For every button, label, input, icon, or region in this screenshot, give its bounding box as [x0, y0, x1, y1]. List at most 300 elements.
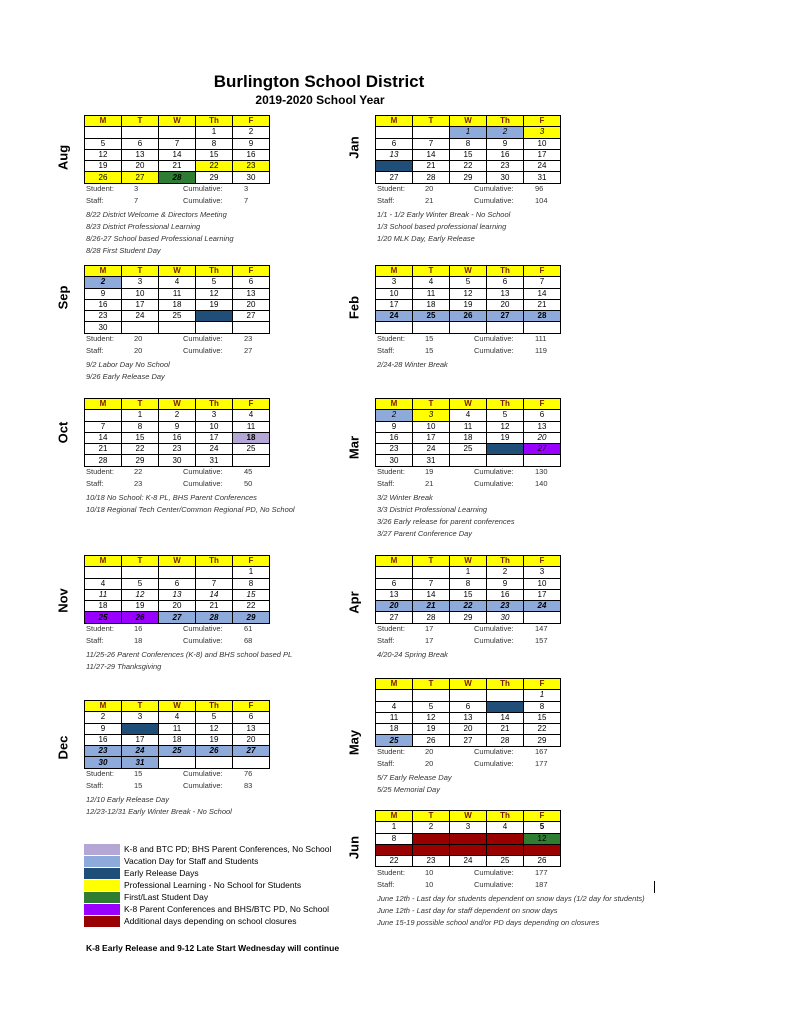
day-cell: 31	[413, 455, 450, 466]
day-cell: 24	[122, 746, 159, 757]
day-cell: 23	[85, 746, 122, 757]
day-cell: 27	[376, 172, 413, 183]
day-cell: 10	[524, 578, 561, 589]
month-grid-dec	[84, 700, 270, 769]
day-cell: 2	[376, 410, 413, 421]
day-cell: 18	[376, 724, 413, 735]
day-cell: 17	[524, 589, 561, 600]
day-cell: 10	[122, 723, 159, 734]
day-header: M	[376, 116, 413, 127]
staff-cumulative: 157	[535, 636, 548, 645]
day-cell: 19	[450, 299, 487, 310]
staff-cumulative: 177	[535, 759, 548, 768]
day-cell: 16	[85, 734, 122, 745]
month-note-jun: June 15-19 possible school and/or PD days depending on closures	[377, 918, 600, 927]
day-header: T	[122, 556, 159, 567]
day-header: Th	[196, 266, 233, 277]
day-header: Th	[196, 701, 233, 712]
staff-label: Staff:	[86, 196, 104, 205]
day-cell: 8	[450, 578, 487, 589]
student-label: Student:	[377, 624, 405, 633]
day-cell: 8	[122, 421, 159, 432]
day-header: F	[233, 399, 270, 410]
day-cell: 20	[376, 161, 413, 172]
day-cell: 3	[376, 277, 413, 288]
day-cell: 4	[376, 701, 413, 712]
day-header: Th	[487, 811, 524, 822]
day-header: T	[413, 556, 450, 567]
staff-label: Staff:	[86, 781, 104, 790]
day-cell: 5	[487, 410, 524, 421]
day-cell: 14	[524, 288, 561, 299]
month-note-aug: 8/28 First Student Day	[86, 246, 161, 255]
day-cell: 19	[196, 299, 233, 310]
legend-swatch	[84, 880, 120, 891]
day-cell	[487, 690, 524, 701]
student-label: Student:	[86, 624, 114, 633]
student-days: 3	[134, 184, 139, 193]
day-cell: 16	[376, 432, 413, 443]
day-cell	[159, 322, 196, 333]
day-cell: 22	[376, 856, 413, 867]
day-cell: 20	[487, 299, 524, 310]
day-cell	[376, 567, 413, 578]
day-cell: 9	[376, 421, 413, 432]
day-cell: 27	[233, 311, 270, 322]
day-cell: 11	[159, 723, 196, 734]
day-cell: 18	[487, 844, 524, 855]
cumulative-label: Cumulative:	[183, 479, 223, 488]
staff-label: Staff:	[86, 346, 104, 355]
day-cell: 3	[524, 127, 561, 138]
student-days: 19	[425, 467, 434, 476]
student-label: Student:	[377, 184, 405, 193]
day-cell: 4	[487, 822, 524, 833]
month-note-oct: 10/18 No School: K-8 PL, BHS Parent Conferences	[86, 493, 257, 502]
day-header: M	[85, 556, 122, 567]
day-cell: 28	[524, 311, 561, 322]
day-cell: 12	[122, 589, 159, 600]
day-cell: 21	[413, 601, 450, 612]
day-cell: 9	[233, 138, 270, 149]
day-cell: 10	[413, 421, 450, 432]
day-cell	[85, 127, 122, 138]
student-cumulative: 177	[535, 868, 548, 877]
day-cell: 25	[487, 856, 524, 867]
day-cell: 3	[122, 277, 159, 288]
cumulative-label: Cumulative:	[474, 759, 514, 768]
day-header: M	[376, 399, 413, 410]
day-cell	[413, 322, 450, 333]
month-note-jan: 1/20 MLK Day, Early Release	[377, 234, 475, 243]
day-cell: 24	[524, 601, 561, 612]
staff-cumulative: 140	[535, 479, 548, 488]
day-cell: 13	[524, 421, 561, 432]
cumulative-label: Cumulative:	[183, 334, 223, 343]
student-label: Student:	[86, 769, 114, 778]
day-header: F	[524, 266, 561, 277]
day-cell: 22	[196, 161, 233, 172]
day-cell: 21	[487, 724, 524, 735]
day-cell: 25	[376, 735, 413, 746]
month-note-jun: June 12th - Last day for staff dependent on snow days	[377, 906, 558, 915]
cumulative-label: Cumulative:	[474, 184, 514, 193]
day-cell: 13	[233, 288, 270, 299]
staff-days: 21	[425, 196, 434, 205]
month-note-jan: 1/1 - 1/2 Early Winter Break - No School	[377, 210, 511, 219]
month-grid-nov	[84, 555, 270, 624]
day-cell: 30	[487, 612, 524, 623]
legend-swatch	[84, 868, 120, 879]
cumulative-label: Cumulative:	[474, 624, 514, 633]
day-cell: 3	[196, 410, 233, 421]
day-cell: 26	[413, 735, 450, 746]
student-cumulative: 167	[535, 747, 548, 756]
month-grid-apr	[375, 555, 561, 624]
staff-days: 20	[134, 346, 143, 355]
month-grid-aug	[84, 115, 270, 184]
cumulative-label: Cumulative:	[474, 479, 514, 488]
legend-item	[84, 843, 331, 855]
legend-swatch	[84, 856, 120, 867]
legend-swatch	[84, 916, 120, 927]
day-header: F	[233, 701, 270, 712]
day-cell: 28	[196, 612, 233, 623]
student-label: Student:	[86, 467, 114, 476]
day-cell: 2	[487, 127, 524, 138]
day-cell: 26	[524, 856, 561, 867]
day-header: T	[413, 679, 450, 690]
day-cell	[376, 690, 413, 701]
student-label: Student:	[377, 747, 405, 756]
day-cell: 6	[524, 410, 561, 421]
day-cell: 26	[196, 746, 233, 757]
day-cell: 29	[196, 172, 233, 183]
day-cell: 26	[85, 172, 122, 183]
month-label-nov: Nov	[55, 588, 71, 613]
day-cell: 14	[413, 589, 450, 600]
day-cell: 31	[122, 757, 159, 768]
student-days: 20	[134, 334, 143, 343]
day-header: W	[159, 399, 196, 410]
day-cell: 30	[376, 455, 413, 466]
month-grid-oct	[84, 398, 270, 467]
day-cell: 12	[524, 833, 561, 844]
day-cell: 28	[159, 172, 196, 183]
day-cell: 28	[85, 455, 122, 466]
staff-cumulative: 104	[535, 196, 548, 205]
day-cell: 22	[233, 601, 270, 612]
day-cell: 4	[413, 277, 450, 288]
day-cell: 1	[376, 822, 413, 833]
cumulative-label: Cumulative:	[183, 769, 223, 778]
day-header: T	[122, 399, 159, 410]
day-cell: 8	[233, 578, 270, 589]
day-cell	[376, 127, 413, 138]
day-cell: 12	[413, 712, 450, 723]
day-cell: 16	[233, 149, 270, 160]
day-cell: 20	[376, 601, 413, 612]
day-cell: 8	[450, 138, 487, 149]
day-cell	[413, 127, 450, 138]
day-cell: 13	[487, 288, 524, 299]
day-cell: 28	[487, 735, 524, 746]
day-cell: 6	[233, 277, 270, 288]
day-cell: 2	[159, 410, 196, 421]
day-cell: 11	[159, 288, 196, 299]
day-cell: 21	[85, 444, 122, 455]
day-cell: 26	[196, 311, 233, 322]
student-cumulative: 130	[535, 467, 548, 476]
month-note-mar: 3/2 Winter Break	[377, 493, 433, 502]
day-cell: 19	[122, 601, 159, 612]
month-grid-sep	[84, 265, 270, 334]
legend-label: First/Last Student Day	[124, 892, 209, 902]
day-header: Th	[196, 116, 233, 127]
day-cell: 5	[450, 277, 487, 288]
day-cell: 20	[122, 161, 159, 172]
day-cell: 19	[196, 734, 233, 745]
staff-label: Staff:	[377, 636, 395, 645]
day-cell: 9	[413, 833, 450, 844]
district-title: Burlington School District	[213, 72, 425, 91]
month-label-jun: Jun	[346, 835, 362, 860]
day-header: Th	[487, 679, 524, 690]
day-cell: 9	[159, 421, 196, 432]
month-label-feb: Feb	[346, 295, 362, 320]
day-cell: 24	[450, 856, 487, 867]
day-cell: 31	[524, 172, 561, 183]
day-cell: 6	[376, 138, 413, 149]
day-cell: 13	[159, 589, 196, 600]
day-cell: 15	[196, 149, 233, 160]
day-cell: 23	[159, 444, 196, 455]
day-cell: 4	[233, 410, 270, 421]
day-cell: 27	[376, 612, 413, 623]
cumulative-label: Cumulative:	[183, 636, 223, 645]
day-cell: 30	[85, 757, 122, 768]
month-label-apr: Apr	[346, 591, 362, 614]
day-cell: 24	[196, 444, 233, 455]
staff-cumulative: 187	[535, 880, 548, 889]
month-note-apr: 4/20-24 Spring Break	[377, 650, 448, 659]
day-cell: 23	[85, 311, 122, 322]
day-header: W	[450, 556, 487, 567]
day-cell: 2	[487, 567, 524, 578]
day-cell: 19	[487, 432, 524, 443]
day-cell: 17	[376, 299, 413, 310]
day-cell: 27	[450, 735, 487, 746]
day-cell: 22	[524, 724, 561, 735]
month-note-dec: 12/23-12/31 Early Winter Break - No School	[86, 807, 232, 816]
day-header: T	[413, 116, 450, 127]
cumulative-label: Cumulative:	[474, 880, 514, 889]
day-header: W	[159, 116, 196, 127]
staff-label: Staff:	[86, 479, 104, 488]
legend-label: Early Release Days	[124, 868, 199, 878]
day-cell: 5	[524, 822, 561, 833]
day-cell: 9	[487, 578, 524, 589]
day-cell	[450, 690, 487, 701]
day-header: W	[450, 116, 487, 127]
day-cell	[413, 567, 450, 578]
day-cell: 8	[376, 833, 413, 844]
day-cell: 19	[413, 724, 450, 735]
student-cumulative: 111	[535, 334, 547, 343]
month-label-oct: Oct	[55, 421, 71, 444]
day-cell: 19	[85, 161, 122, 172]
day-cell: 26	[450, 311, 487, 322]
month-note-mar: 3/27 Parent Conference Day	[377, 529, 473, 538]
day-cell: 18	[159, 734, 196, 745]
day-cell	[233, 757, 270, 768]
month-note-nov: 11/25-26 Parent Conferences (K-8) and BHS school based PL	[86, 650, 293, 659]
day-header: F	[524, 116, 561, 127]
day-cell: 28	[413, 172, 450, 183]
student-cumulative: 147	[535, 624, 548, 633]
student-cumulative: 76	[244, 769, 253, 778]
student-days: 22	[134, 467, 143, 476]
cumulative-label: Cumulative:	[183, 624, 223, 633]
day-cell: 21	[159, 161, 196, 172]
day-cell: 14	[487, 712, 524, 723]
student-label: Student:	[86, 334, 114, 343]
day-cell: 29	[233, 612, 270, 623]
day-cell: 25	[450, 444, 487, 455]
day-cell: 9	[85, 723, 122, 734]
day-cell: 14	[196, 589, 233, 600]
text-cursor-mark	[654, 881, 655, 893]
legend-label: Vacation Day for Staff and Students	[124, 856, 259, 866]
day-cell: 30	[159, 455, 196, 466]
cumulative-label: Cumulative:	[183, 196, 223, 205]
day-header: F	[524, 811, 561, 822]
day-cell: 3	[122, 712, 159, 723]
day-cell: 15	[450, 589, 487, 600]
day-cell: 11	[487, 833, 524, 844]
day-cell: 20	[450, 724, 487, 735]
day-cell: 12	[450, 288, 487, 299]
day-cell: 17	[450, 844, 487, 855]
day-cell: 15	[376, 844, 413, 855]
day-cell	[85, 567, 122, 578]
day-cell: 24	[122, 311, 159, 322]
day-cell: 12	[196, 723, 233, 734]
day-cell	[233, 455, 270, 466]
day-header: Th	[196, 556, 233, 567]
legend	[84, 843, 331, 927]
day-header: M	[85, 266, 122, 277]
student-days: 20	[425, 747, 434, 756]
month-grid-jan	[375, 115, 561, 184]
day-header: M	[376, 266, 413, 277]
month-note-jan: 1/3 School based professional learning	[377, 222, 507, 231]
staff-days: 18	[134, 636, 143, 645]
day-cell	[122, 567, 159, 578]
day-header: W	[159, 266, 196, 277]
cumulative-label: Cumulative:	[474, 334, 514, 343]
day-cell	[196, 322, 233, 333]
day-cell	[487, 455, 524, 466]
day-cell: 21	[196, 601, 233, 612]
legend-item	[84, 867, 331, 879]
cumulative-label: Cumulative:	[474, 346, 514, 355]
day-cell: 14	[159, 149, 196, 160]
footer-note: K-8 Early Release and 9-12 Late Start Wednesday will continue	[86, 943, 340, 953]
day-cell: 15	[122, 432, 159, 443]
day-header: W	[450, 266, 487, 277]
day-cell: 10	[524, 138, 561, 149]
month-label-may: May	[346, 729, 362, 756]
day-cell: 23	[233, 161, 270, 172]
day-header: Th	[196, 399, 233, 410]
day-cell: 5	[196, 712, 233, 723]
day-cell: 17	[122, 299, 159, 310]
day-header: F	[233, 116, 270, 127]
month-label-jan: Jan	[346, 136, 362, 159]
day-cell: 13	[122, 149, 159, 160]
day-cell	[524, 322, 561, 333]
month-note-sep: 9/2 Labor Day No School	[86, 360, 170, 369]
day-header: W	[159, 556, 196, 567]
day-header: F	[233, 266, 270, 277]
day-header: M	[376, 679, 413, 690]
staff-cumulative: 50	[244, 479, 253, 488]
day-cell: 30	[487, 172, 524, 183]
day-cell	[376, 322, 413, 333]
month-label-sep: Sep	[55, 285, 71, 310]
day-cell: 27	[524, 444, 561, 455]
student-label: Student:	[377, 868, 405, 877]
staff-days: 15	[425, 346, 434, 355]
student-cumulative: 96	[535, 184, 544, 193]
day-cell	[413, 690, 450, 701]
cumulative-label: Cumulative:	[183, 184, 223, 193]
day-cell: 26	[122, 612, 159, 623]
staff-label: Staff:	[377, 880, 395, 889]
day-cell: 1	[450, 127, 487, 138]
day-cell: 25	[233, 444, 270, 455]
staff-days: 15	[134, 781, 143, 790]
day-cell: 18	[85, 601, 122, 612]
day-cell: 2	[85, 277, 122, 288]
month-note-oct: 10/18 Regional Tech Center/Common Regional PD, No School	[86, 505, 295, 514]
month-note-may: 5/7 Early Release Day	[377, 773, 452, 782]
day-cell: 27	[233, 746, 270, 757]
student-days: 17	[425, 624, 434, 633]
student-days: 20	[425, 184, 434, 193]
day-cell: 25	[159, 746, 196, 757]
day-cell: 28	[413, 612, 450, 623]
day-header: T	[122, 116, 159, 127]
day-cell: 5	[413, 701, 450, 712]
day-header: M	[376, 811, 413, 822]
day-cell: 7	[159, 138, 196, 149]
day-cell: 10	[122, 288, 159, 299]
day-header: Th	[487, 399, 524, 410]
day-cell: 3	[450, 822, 487, 833]
day-cell	[159, 127, 196, 138]
day-cell: 2	[233, 127, 270, 138]
day-cell: 6	[376, 578, 413, 589]
day-cell: 20	[159, 601, 196, 612]
day-cell: 26	[487, 444, 524, 455]
day-header: W	[450, 679, 487, 690]
day-cell: 17	[196, 432, 233, 443]
day-cell: 13	[376, 149, 413, 160]
day-cell: 6	[487, 277, 524, 288]
day-cell: 6	[450, 701, 487, 712]
